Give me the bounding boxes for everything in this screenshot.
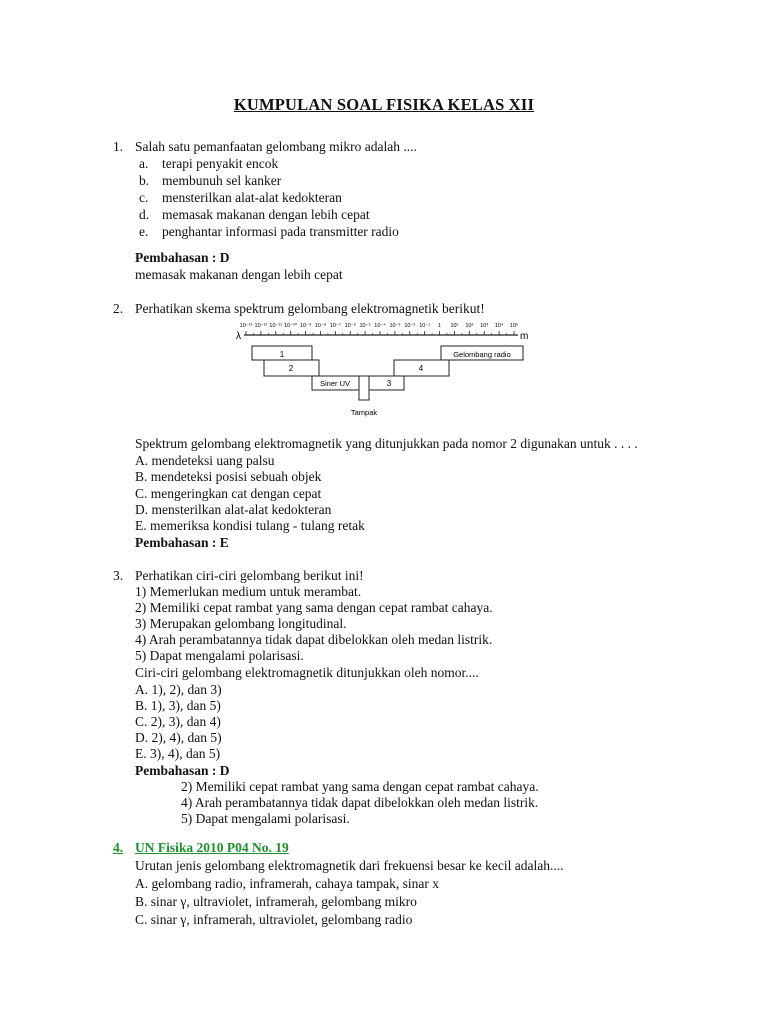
scale-tick-label: 10⁻⁵ (359, 323, 371, 329)
q3-explanation-line: 4) Arah perambatannya tidak dapat dibelokkan oleh medan listrik. (181, 795, 539, 810)
scale-tick-label: 10² (465, 323, 474, 329)
q4-option: C. sinar γ, inframerah, ultraviolet, gelombang radio (135, 912, 413, 927)
q2-option: A. mendeteksi uang palsu (135, 453, 275, 468)
q4-text: Urutan jenis gelombang elektromagnetik dari frekuensi besar ke kecil adalah.... (135, 858, 564, 873)
em-spectrum-diagram (234, 318, 534, 426)
unit-label: m (520, 331, 529, 342)
scale-tick-label: 10⁵ (509, 323, 519, 329)
scale-tick-label: 10⁻² (404, 323, 416, 329)
q3-option: E. 3), 4), dan 5) (135, 746, 221, 761)
box-label-radio: Gelombang radio (453, 350, 511, 359)
q3-answer-label: Pembahasan : D (135, 763, 230, 778)
q1-explanation: memasak makanan dengan lebih cepat (135, 267, 343, 282)
scale-tick-label: 10⁻¹¹ (269, 323, 283, 329)
box-label-4: 4 (418, 364, 424, 373)
q1-number: 1. (113, 139, 124, 154)
box-label-uv: Siner UV (319, 379, 351, 388)
q2-text: Perhatikan skema spektrum gelombang elektromagnetik berikut! (135, 301, 485, 316)
scale-tick-label: 10⁻³ (389, 323, 401, 329)
q3-question: Ciri-ciri gelombang elektromagnetik ditunjukkan oleh nomor.... (135, 665, 479, 680)
q3-option: C. 2), 3), dan 4) (135, 714, 221, 729)
page-title: KUMPULAN SOAL FISIKA KELAS XII (233, 95, 535, 114)
q2-option: E. memeriksa kondisi tulang - tulang retak (135, 518, 365, 533)
scale-tick-label: 10⁻¹² (254, 323, 268, 329)
q2-question: Spektrum gelombang elektromagnetik yang ditunjukkan pada nomor 2 digunakan untuk . . . . (135, 436, 638, 451)
q2-option: D. mensterilkan alat-alat kedokteran (135, 502, 332, 517)
q3-explanation-line: 5) Dapat mengalami polarisasi. (181, 811, 350, 826)
q1-option-text: memasak makanan dengan lebih cepat (162, 207, 370, 222)
box-label-visible: Tampak (350, 408, 378, 417)
q2-answer-label: Pembahasan : E (135, 535, 229, 550)
scale-tick-label: 10⁻¹ (419, 323, 431, 329)
q3-option: B. 1), 3), dan 5) (135, 698, 221, 713)
scale-tick-label: 10¹ (450, 323, 459, 329)
q1-answer-label: Pembahasan : D (135, 250, 230, 265)
q3-item: 2) Memiliki cepat rambat yang sama dengan cepat rambat cahaya. (135, 600, 493, 615)
scale-tick-label: 10⁻⁶ (344, 323, 356, 329)
em-spectrum-figure (234, 318, 534, 426)
scale-tick-label: 10⁻¹⁰ (284, 323, 298, 329)
q1-option-text: terapi penyakit encok (162, 156, 279, 171)
scale-tick-label: 10⁻¹³ (239, 323, 253, 329)
scale-tick-label: 10⁻⁷ (329, 323, 341, 329)
q3-explanation-line: 2) Memiliki cepat rambat yang sama dengan cepat rambat cahaya. (181, 779, 539, 794)
scale-tick-label: 10⁴ (494, 323, 504, 329)
q1-option-letter: e. (139, 224, 149, 239)
q3-item: 1) Memerlukan medium untuk merambat. (135, 584, 362, 599)
scale-tick-label: 10⁻⁹ (299, 323, 312, 329)
q1-option-letter: d. (139, 207, 150, 222)
q2-option: C. mengeringkan cat dengan cepat (135, 486, 322, 501)
q2-option: B. mendeteksi posisi sebuah objek (135, 469, 322, 484)
q1-option-text: membunuh sel kanker (162, 173, 282, 188)
box-label-1: 1 (279, 350, 285, 359)
q1-option-text: penghantar informasi pada transmitter radio (162, 224, 399, 239)
q3-item: 3) Merupakan gelombang longitudinal. (135, 616, 347, 631)
spectrum-box-visible (359, 376, 369, 400)
lambda-symbol: λ (236, 331, 241, 342)
scale-tick-label: 10³ (480, 323, 489, 329)
q2-number: 2. (113, 301, 124, 316)
q4-option: A. gelombang radio, inframerah, cahaya tampak, sinar x (135, 876, 440, 891)
q3-item: 5) Dapat mengalami polarisasi. (135, 648, 304, 663)
q3-option: A. 1), 2), dan 3) (135, 682, 222, 697)
q1-option-letter: a. (139, 156, 149, 171)
scale-tick-label: 10⁻⁴ (374, 323, 386, 329)
q3-text: Perhatikan ciri-ciri gelombang berikut ini! (135, 568, 364, 583)
q4-source-link[interactable]: UN Fisika 2010 P04 No. 19 (135, 840, 289, 855)
box-label-3: 3 (386, 379, 392, 388)
box-label-2: 2 (288, 364, 294, 373)
scale-tick-label: 10⁻⁸ (314, 323, 327, 329)
scale-tick-label: 1 (438, 323, 442, 329)
q1-text: Salah satu pemanfaatan gelombang mikro adalah .... (135, 139, 417, 154)
q3-option: D. 2), 4), dan 5) (135, 730, 222, 745)
q4-number: 4. (113, 840, 124, 855)
q1-option-letter: c. (139, 190, 149, 205)
q1-option-letter: b. (139, 173, 150, 188)
q3-item: 4) Arah perambatannya tidak dapat dibelokkan oleh medan listrik. (135, 632, 493, 647)
q1-option-text: mensterilkan alat-alat kedokteran (162, 190, 342, 205)
q4-option: B. sinar γ, ultraviolet, inframerah, gelombang mikro (135, 894, 417, 909)
q3-number: 3. (113, 568, 124, 583)
